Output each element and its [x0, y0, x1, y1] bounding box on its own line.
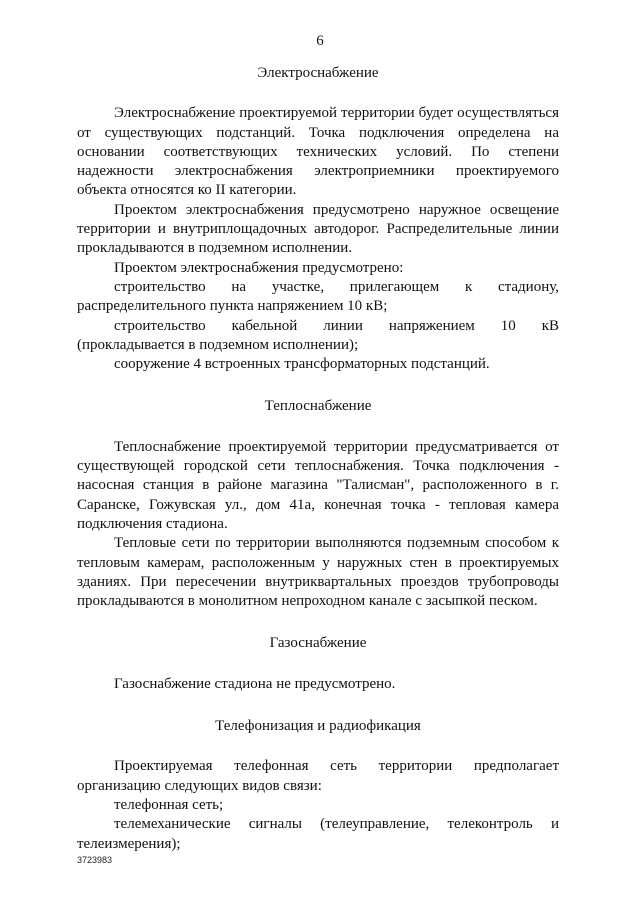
list-item: телемеханические сигналы (телеуправление, телеконтроль и телеизмерения); [77, 816, 559, 852]
paragraph: Проектируемая телефонная сеть территории предполагает организацию следующих видов связи: [77, 758, 559, 794]
list-item: телефонная сеть; [114, 796, 224, 813]
heading-telephony: Телефонизация и радиофикация [215, 718, 421, 735]
list-item: строительство кабельной линии напряжением 10 кВ (прокладывается в подземном исполнении); [77, 317, 559, 353]
heading-power-supply: Электроснабжение [257, 65, 379, 81]
list-item: сооружение 4 встроенных трансформаторных подстанций. [114, 356, 490, 373]
paragraph: Проектом электроснабжения предусмотрено наружное освещение территории и внутриплощадочных автодорог. Распределительные линии прокладываются в подземном исполнении. [77, 201, 559, 257]
paragraph: Тепловые сети по территории выполняются подземным способом к тепловым камерам, расположенным у наружных стен в проектируемых зданиях. При пересечении внутриквартальных проездов трубопроводы прокладываются в монолитном непроходном канале с засыпкой песком. [77, 535, 559, 610]
paragraph: Электроснабжение проектируемой территории будет осуществляться от существующих подстанций. Точка подключения определена на основании соответствующих технических условий. По степени надежности электроснабжения электроприемники проектируемого объекта относятся ко II категории. [77, 105, 559, 199]
page-number: 6 [316, 33, 324, 49]
document-code: 3723983 [77, 855, 113, 865]
paragraph: Газоснабжение стадиона не предусмотрено. [114, 675, 396, 692]
heading-heat-supply: Теплоснабжение [264, 398, 372, 415]
heading-gas-supply: Газоснабжение [269, 635, 367, 652]
document-body [77, 64, 559, 854]
list-item: строительство на участке, прилегающем к стадиону, распределительного пункта напряжением 10 кВ; [77, 278, 559, 315]
paragraph: Теплоснабжение проектируемой территории предусматривается от существующей городской сети теплоснабжения. Точка подключения - насосная станция в районе магазина "Талисман", расположенного в г. Саранске, Гожувская ул., дом 41а, конечная точка - тепловая камера подключения стадиона. [77, 438, 559, 532]
paragraph: Проектом электроснабжения предусмотрено: [114, 259, 404, 276]
